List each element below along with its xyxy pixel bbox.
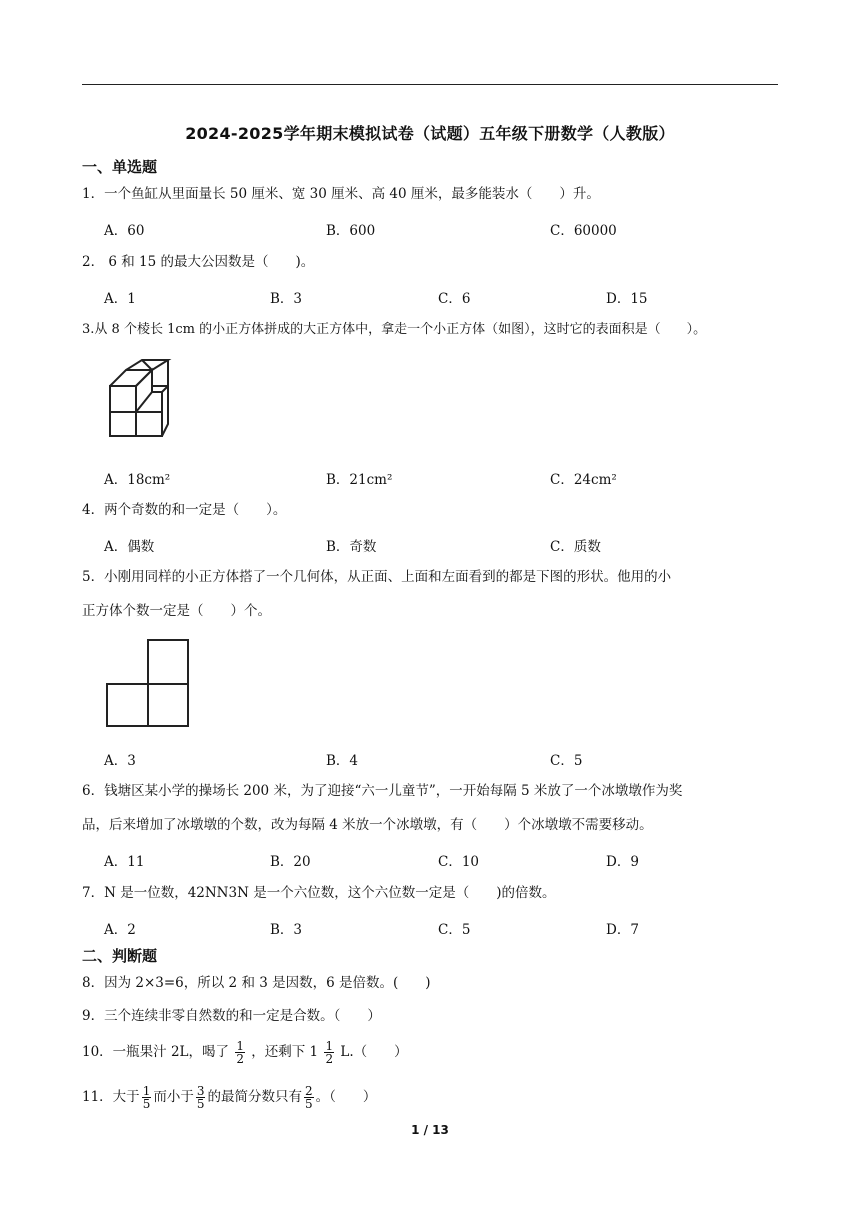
q11-text-a: 11．大于 — [82, 1089, 140, 1105]
q11-fraction-2: $\frac{3}{5}$ — [196, 1084, 205, 1111]
question-9: 9．三个连续非零自然数的和一定是合数。（ ） — [82, 1008, 381, 1024]
cube-figure-image — [104, 358, 188, 440]
question-7: 7．N 是一位数，42NN3N 是一个六位数，这个六位数一定是（ )的倍数。 — [82, 885, 556, 901]
question-5-line-2: 正方体个数一定是（ ）个。 — [82, 603, 271, 619]
q2-option-d[interactable]: D．15 — [606, 291, 648, 307]
question-6-line-2: 品，后来增加了冰墩墩的个数，改为每隔 4 米放一个冰墩墩，有（ ）个冰墩墩不需要移动。 — [82, 817, 653, 833]
q1-option-b[interactable]: B．600 — [326, 223, 376, 239]
q4-option-c[interactable]: C．质数 — [550, 539, 601, 555]
q2-option-c[interactable]: C．6 — [438, 291, 471, 307]
q1-option-c[interactable]: C．60000 — [550, 223, 617, 239]
question-2: 2． 6 和 15 的最大公因数是（ )。 — [82, 254, 315, 270]
question-11 — [82, 1085, 376, 1110]
q11-fraction-1: $\frac{1}{5}$ — [142, 1084, 151, 1111]
question-5-line-1: 5．小刚用同样的小正方体搭了一个几何体，从正面、上面和左面看到的都是下图的形状。他用的小 — [82, 569, 672, 585]
q11-text-c: 的最简分数只有 — [207, 1089, 302, 1105]
q1-option-a[interactable]: A．60 — [104, 223, 145, 239]
q10-fraction-2: $\frac{1}{2}$ — [325, 1039, 334, 1066]
question-10 — [82, 1040, 408, 1065]
q2-option-b[interactable]: B．3 — [270, 291, 303, 307]
q2-option-a[interactable]: A．1 — [104, 291, 136, 307]
q4-option-b[interactable]: B．奇数 — [326, 539, 377, 555]
section-true-false: 二、判断题 — [82, 947, 158, 965]
question-4: 4．两个奇数的和一定是（ ）。 — [82, 502, 287, 518]
q11-text-b: 而小于 — [153, 1089, 194, 1105]
q6-option-a[interactable]: A．11 — [104, 854, 145, 870]
question-1: 1．一个鱼缸从里面量长 50 厘米、宽 30 厘米、高 40 厘米，最多能装水（ ）升。 — [82, 186, 600, 202]
q10-fraction-1: $\frac{1}{2}$ — [236, 1039, 244, 1066]
q5-option-c[interactable]: C．5 — [550, 753, 583, 769]
q7-option-c[interactable]: C．5 — [438, 922, 471, 938]
page-title: 2024-2025学年期末模拟试卷（试题）五年级下册数学（人教版） — [185, 124, 675, 143]
question-8: 8．因为 2×3=6，所以 2 和 3 是因数，6 是倍数。( ) — [82, 975, 431, 991]
three-view-figure-image — [104, 637, 190, 729]
q10-text-c: L.（ ） — [340, 1044, 408, 1060]
q3-option-c[interactable]: C．24cm² — [550, 472, 617, 488]
q3-option-b[interactable]: B．21cm² — [326, 472, 393, 488]
q7-option-b[interactable]: B．3 — [270, 922, 303, 938]
question-3: 3.从 8 个棱长 1cm 的小正方体拼成的大正方体中，拿走一个小正方体（如图），这时它的表面积是（ ）。 — [82, 322, 707, 337]
q11-fraction-3: $\frac{2}{5}$ — [304, 1084, 313, 1111]
q11-text-d: 。（ ） — [315, 1089, 377, 1105]
section-single-choice: 一、单选题 — [82, 158, 158, 176]
q5-option-b[interactable]: B．4 — [326, 753, 359, 769]
q5-option-a[interactable]: A．3 — [104, 753, 136, 769]
q7-option-a[interactable]: A．2 — [104, 922, 136, 938]
q7-option-d[interactable]: D．7 — [606, 922, 639, 938]
q6-option-b[interactable]: B．20 — [270, 854, 311, 870]
q3-option-a[interactable]: A．18cm² — [104, 472, 171, 488]
q4-option-a[interactable]: A．偶数 — [104, 539, 155, 555]
q10-text-a: 10．一瓶果汁 2L，喝了 — [82, 1044, 230, 1060]
q6-option-d[interactable]: D．9 — [606, 854, 639, 870]
q10-text-b: ，还剩下 1 — [251, 1044, 319, 1060]
question-6-line-1: 6．钱塘区某小学的操场长 200 米，为了迎接“六一儿童节”，一开始每隔 5 米放了一个冰墩墩作为奖 — [82, 783, 683, 799]
header-rule — [82, 84, 778, 85]
page-number: 1 / 13 — [411, 1123, 449, 1137]
q6-option-c[interactable]: C．10 — [438, 854, 480, 870]
